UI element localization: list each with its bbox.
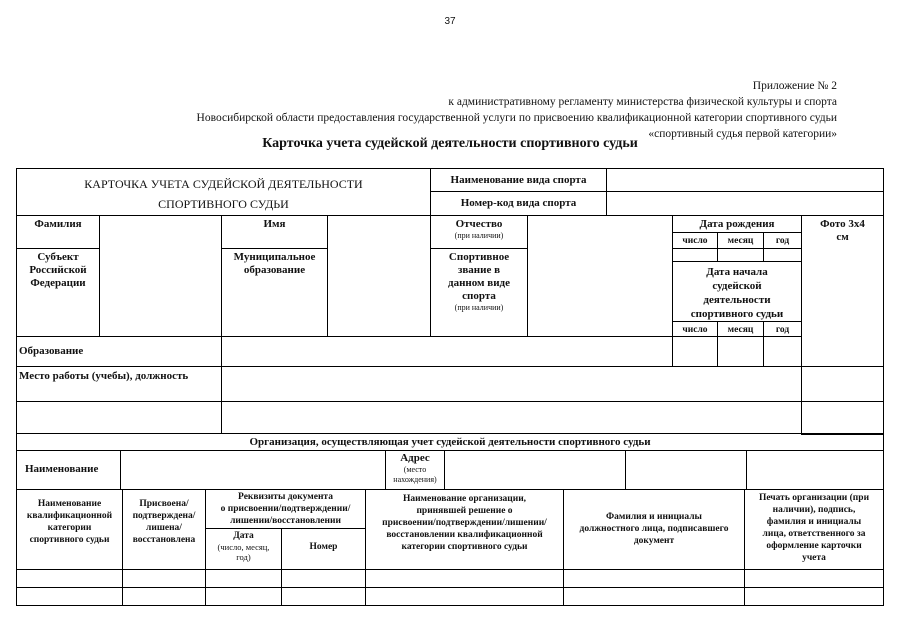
- birth-day-label: число: [672, 232, 718, 249]
- surname-field[interactable]: [99, 215, 222, 337]
- qual-cell[interactable]: [365, 569, 564, 588]
- qual-cell[interactable]: [365, 587, 564, 606]
- qual-cell[interactable]: [563, 587, 745, 606]
- qual-org-header: [365, 489, 564, 570]
- qual-official-header: [563, 489, 745, 570]
- qual-cell[interactable]: [281, 587, 366, 606]
- org-name-field[interactable]: [120, 450, 386, 490]
- birth-year-label: год: [763, 232, 802, 249]
- org-address-note: (место: [403, 465, 427, 474]
- card-heading-line: КАРТОЧКА УЧЕТА СУДЕЙСКОЙ ДЕЯТЕЛЬНОСТИ: [84, 177, 363, 191]
- qual-header-line: оформление карточки: [766, 541, 862, 551]
- qual-date-text: Дата: [233, 531, 254, 541]
- sport-title-label: [430, 248, 528, 337]
- qual-header-line: принявшей решение о: [416, 506, 513, 516]
- birth-day-field[interactable]: [672, 248, 718, 262]
- qual-cell[interactable]: [205, 587, 282, 606]
- sport-title-line: Спортивное: [448, 251, 510, 263]
- start-year-label: год: [763, 321, 802, 337]
- start-date-line: судейской: [712, 280, 762, 292]
- subject-line: Субъект: [37, 251, 79, 263]
- card-heading-line: СПОРТИВНОГО СУДЬИ: [158, 197, 289, 211]
- start-day-field[interactable]: [672, 336, 718, 367]
- qual-header-line: Присвоена/: [139, 499, 189, 509]
- qual-number-header: Номер: [281, 528, 366, 570]
- qual-header-line: Реквизиты документа: [238, 492, 333, 502]
- qual-cell[interactable]: [16, 569, 123, 588]
- start-date-label: [672, 261, 802, 322]
- start-date-line: Дата начала: [706, 266, 768, 278]
- qual-header-line: лишении/восстановлении: [230, 516, 341, 526]
- start-month-field[interactable]: [717, 336, 764, 367]
- workplace-extra-label[interactable]: [16, 401, 222, 434]
- birth-year-field[interactable]: [763, 248, 802, 262]
- qual-date-note: год): [236, 552, 251, 562]
- qual-header-line: Наименование: [37, 499, 102, 509]
- qual-header-line: должностного лица, подписавшего: [579, 524, 729, 534]
- qual-header-line: категории: [47, 523, 92, 533]
- qual-header-line: Наименование организации,: [402, 494, 527, 504]
- birth-month-field[interactable]: [717, 248, 764, 262]
- qual-header-line: подтверждена/: [132, 511, 196, 521]
- document-title: Карточка учета судейской деятельности спортивного судьи: [262, 136, 638, 151]
- workplace-label: Место работы (учебы), должность: [16, 366, 222, 402]
- qual-header-line: Печать организации (при: [758, 493, 870, 503]
- qual-header-line: присвоении/подтверждении/лишении/: [382, 518, 547, 528]
- education-field[interactable]: [221, 336, 673, 367]
- subject-line: Федерации: [30, 277, 86, 289]
- municipal-line: образование: [243, 264, 306, 276]
- qual-stamp-header: [744, 489, 884, 570]
- qual-header-line: документ: [633, 536, 675, 546]
- qual-header-line: лишена/: [146, 523, 182, 533]
- name-label: Имя: [221, 215, 328, 249]
- start-day-label: число: [672, 321, 718, 337]
- qual-cell[interactable]: [122, 587, 206, 606]
- qual-cell[interactable]: [205, 569, 282, 588]
- start-date-line: спортивного судьи: [690, 308, 784, 320]
- qual-cell[interactable]: [16, 587, 123, 606]
- municipal-line: Муниципальное: [233, 251, 316, 263]
- municipal-label: [221, 248, 328, 337]
- card-heading: [16, 168, 431, 216]
- patronymic-text: Отчество: [455, 218, 503, 230]
- org-address-text: Адрес: [400, 452, 430, 464]
- sport-title-line: звание в: [457, 264, 501, 276]
- qual-cell[interactable]: [744, 587, 884, 606]
- qual-cell[interactable]: [281, 569, 366, 588]
- org-heading: Организация, осуществляющая учет судейской деятельности спортивного судьи: [16, 433, 884, 451]
- workplace-extra-field[interactable]: [221, 401, 884, 434]
- qual-header-line: Фамилия и инициалы: [606, 512, 702, 522]
- appendix-line: Новосибирской области предоставления государственной услуги по присвоению квалификационной категории спортивного судьи: [196, 112, 837, 124]
- birth-month-label: месяц: [717, 232, 764, 249]
- page-number: 37: [444, 16, 456, 27]
- qual-date-header: [205, 528, 282, 570]
- start-year-field[interactable]: [763, 336, 802, 367]
- qual-category-header: [16, 489, 123, 570]
- qual-header-line: наличии), подпись,: [772, 505, 856, 515]
- org-address-label: [385, 450, 445, 490]
- sport-name-field[interactable]: [606, 168, 884, 192]
- sport-title-line: данном виде: [448, 277, 510, 289]
- appendix-note: [197, 78, 837, 142]
- start-date-line: деятельности: [703, 294, 771, 306]
- patronymic-field[interactable]: [527, 215, 673, 337]
- qual-cell[interactable]: [744, 569, 884, 588]
- appendix-line: к административному регламенту министерства физической культуры и спорта: [448, 96, 837, 108]
- subject-label: [16, 248, 100, 337]
- qual-header-line: фамилия и инициалы: [766, 517, 862, 527]
- qual-date-note: (число, месяц,: [217, 542, 270, 552]
- card-table: [16, 168, 884, 606]
- qual-header-line: восстановлении квалификационной: [386, 530, 543, 540]
- workplace-field[interactable]: [221, 366, 884, 402]
- patronymic-note: (при наличии): [454, 231, 504, 240]
- qual-header-line: категории спортивного судьи: [401, 542, 528, 552]
- sport-title-line: спорта: [462, 290, 496, 302]
- start-month-label: месяц: [717, 321, 764, 337]
- qual-header-line: о присвоении/подтверждении/: [220, 504, 351, 514]
- qual-header-line: лица, ответственного за: [762, 529, 866, 539]
- qual-header-line: учета: [802, 553, 826, 563]
- birth-date-label: Дата рождения: [672, 215, 802, 233]
- qual-doc-header: [205, 489, 366, 529]
- patronymic-label: [430, 215, 528, 249]
- org-address-note: нахождения): [393, 475, 437, 484]
- org-address-field[interactable]: [444, 450, 626, 490]
- photo-placeholder: Фото 3х4 см: [801, 215, 884, 435]
- sport-code-field[interactable]: [606, 191, 884, 216]
- name-field[interactable]: [327, 215, 431, 337]
- qual-cell[interactable]: [122, 569, 206, 588]
- surname-label: Фамилия: [16, 215, 100, 249]
- qual-status-header: [122, 489, 206, 570]
- subject-line: Российской: [29, 264, 87, 276]
- appendix-line: «спортивный судья первой категории»: [648, 128, 837, 140]
- org-extra-field[interactable]: [625, 450, 747, 490]
- qual-cell[interactable]: [563, 569, 745, 588]
- education-label: Образование: [16, 336, 222, 367]
- org-name-label: Наименование: [16, 450, 121, 490]
- qual-header-line: квалификационной: [26, 511, 113, 521]
- org-extra-field[interactable]: [746, 450, 884, 490]
- sport-code-label: Номер-код вида спорта: [430, 191, 607, 216]
- sport-name-label: Наименование вида спорта: [430, 168, 607, 192]
- qual-header-line: восстановлена: [132, 535, 196, 545]
- appendix-line: Приложение № 2: [752, 80, 837, 92]
- qual-header-line: спортивного судьи: [29, 535, 110, 545]
- sport-title-note: (при наличии): [454, 303, 504, 312]
